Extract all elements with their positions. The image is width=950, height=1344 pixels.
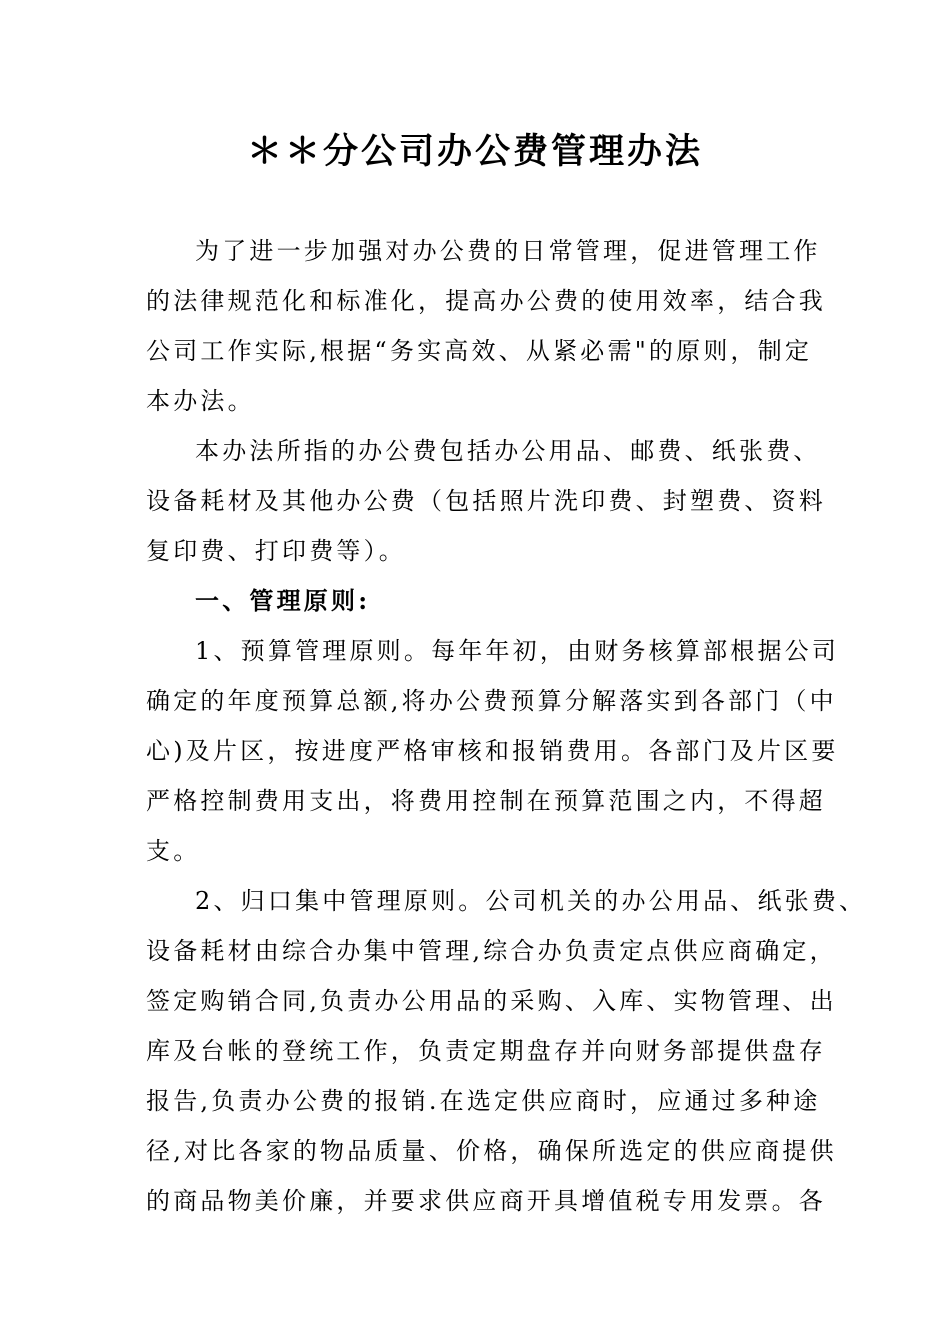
text-line: 的法律规范化和标准化，提高办公费的使用效率，结合我 (146, 287, 826, 315)
text-line: 复印费、打印费等）。 (146, 537, 406, 565)
text-line: 为了进一步加强对办公费的日常管理，促进管理工作 (195, 237, 821, 265)
text-line: 1、预算管理原则。每年年初，由财务核算部根据公司 (195, 637, 840, 665)
text-line: 径,对比各家的物品质量、价格，确保所选定的供应商提供 (146, 1137, 837, 1165)
text-line: 2、归口集中管理原则。公司机关的办公用品、纸张费、 (195, 887, 867, 915)
text-line: 设备耗材由综合办集中管理,综合办负责定点供应商确定， (146, 937, 837, 965)
text-line: 确定的年度预算总额,将办公费预算分解落实到各部门（中 (146, 687, 837, 715)
text-line: 签定购销合同,负责办公用品的采购、入库、实物管理、出 (146, 987, 837, 1015)
text-line: 本办法所指的办公费包括办公用品、邮费、纸张费、 (195, 437, 821, 465)
document-title: ＊＊分公司办公费管理办法 (246, 131, 703, 172)
text-line: 库及台帐的登统工作，负责定期盘存并向财务部提供盘存 (146, 1037, 826, 1065)
text-line: 严格控制费用支出，将费用控制在预算范围之内，不得超 (146, 787, 826, 815)
text-line: 报告,负责办公费的报销.在选定供应商时，应通过多种途 (146, 1087, 821, 1115)
text-line: 心)及片区，按进度严格审核和报销费用。各部门及片区要 (146, 737, 839, 765)
text-line: 的商品物美价廉，并要求供应商开具增值税专用发票。各 (146, 1187, 826, 1215)
text-line: 公司工作实际,根据“务实高效、从紧必需"的原则，制定 (146, 337, 813, 365)
text-line: 设备耗材及其他办公费（包括照片洗印费、封塑费、资料 (146, 487, 826, 515)
text-line: 支。 (146, 837, 201, 865)
section-heading: 一、管理原则: (195, 586, 371, 615)
document-body (146, 226, 867, 1226)
text-line: 本办法。 (146, 387, 255, 415)
